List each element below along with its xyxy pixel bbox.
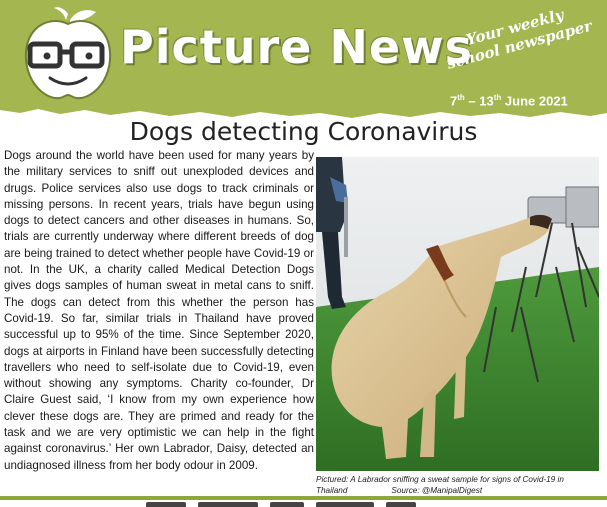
labrador-sniffing-sample-photo	[316, 157, 599, 471]
next-article-heading-cutoff	[0, 500, 607, 507]
apple-with-glasses-icon	[14, 6, 122, 106]
issue-dates: 7th – 13th June 2021	[450, 93, 568, 109]
article-headline: Dogs detecting Coronavirus	[129, 117, 478, 146]
article-body: Dogs around the world have been used for many years by the military services to sniff out unexploded devices and drugs. Police services also use dogs to track criminals or missing persons. In recent years, trials have begun using dogs to detect cancers and other diseases in humans. So, trials are currently underway where different breeds of dog are being trained to detect whether people have Covid-19 or not. In the UK, a charity called Medical Detection Dogs gives dogs samples of human sweat in metal cans to sniff. The dogs can detect from this whether the person has Covid-19. So far, similar trials in Thailand have proved successful up to 95% of the time. Since September 2020, dogs at airports in Finland have been successfully detecting travellers who need to self-isolate due to Covid-19, even without showing any symptoms. Charity co-founder, Dr Claire Guest said, ‘I know from my own experience how clever these dogs are. They are primed and ready for the task and we are very optimistic we can help in the fight against coronavirus.’ Her own Labrador, Daisy, detected an undiagnosed illness from her body odour in 2009.	[4, 149, 314, 472]
brand-title: Picture News	[120, 20, 473, 74]
photo-caption: Pictured: A Labrador sniffing a sweat sample for signs of Covid-19 in Thailand Source: @ManipalDigest	[316, 475, 564, 495]
tagline: Your weekly school newspaper	[444, 5, 594, 73]
photo-source: Source: @ManipalDigest	[391, 486, 483, 495]
